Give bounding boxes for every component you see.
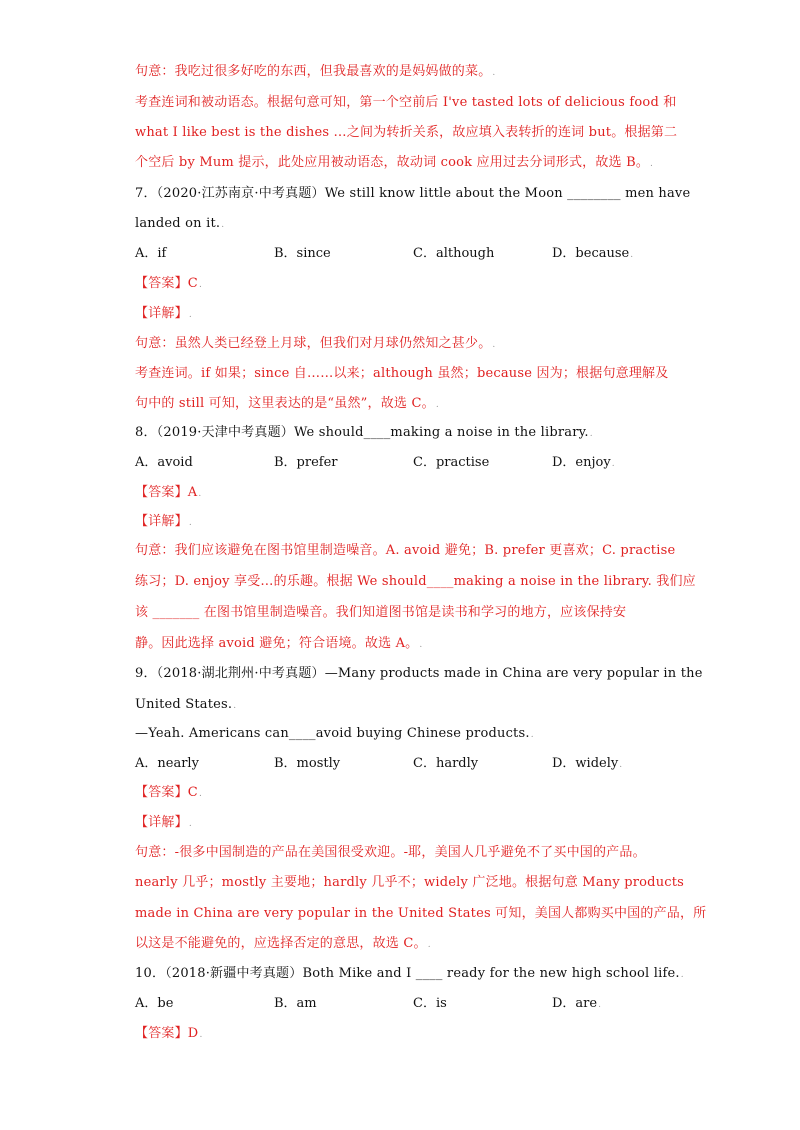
q8-answer: 【答案】A. <box>135 485 202 500</box>
q9-stem-line-3: —Yeah. Americans can____avoid buying Chinese products.. <box>135 726 534 741</box>
q7-stem-line-2: landed on it.. <box>135 216 225 231</box>
q7-explanation-line-2: 句中的 still 可知，这里表达的是“虽然”，故选 C。. <box>135 396 439 411</box>
q7-meaning: 句意：虽然人类已经登上月球，但我们对月球仍然知之甚少。. <box>135 336 496 351</box>
q7-stem-line-1: 7．（2020·江苏南京·中考真题）We still know little about the Moon ________ men have <box>135 186 691 201</box>
q9-detail-heading: 【详解】. <box>135 815 192 830</box>
q10-option-c: C．is <box>413 996 447 1011</box>
q7-option-d: D．because. <box>552 246 634 261</box>
q8-stem: 8．（2019·天津中考真题）We should____making a noise in the library.. <box>135 425 593 440</box>
q7-option-a: A．if <box>135 246 167 261</box>
top-meaning: 句意：我吃过很多好吃的东西，但我最喜欢的是妈妈做的菜。. <box>135 64 496 79</box>
q7-detail-heading: 【详解】. <box>135 306 192 321</box>
top-explanation-line-3: 个空后 by Mum 提示，此处应用被动语态，故动词 cook 应用过去分词形式，故选 B。. <box>135 155 654 170</box>
q9-stem-line-1: 9．（2018·湖北荆州·中考真题）—Many products made in China are very popular in the <box>135 666 703 681</box>
q9-explanation-line-1: nearly 几乎；mostly 主要地；hardly 几乎不；widely 广泛地。根据句意 Many products <box>135 875 685 890</box>
q8-detail-heading: 【详解】. <box>135 514 192 529</box>
top-explanation-line-1: 考查连词和被动语态。根据句意可知，第一个空前后 I've tasted lots of delicious food 和 <box>135 95 677 110</box>
q9-option-a: A．nearly <box>135 756 199 771</box>
q9-answer: 【答案】C. <box>135 785 203 800</box>
q8-option-c: C．practise <box>413 455 490 470</box>
q8-explanation-line-4: 静。因此选择 avoid 避免；符合语境。故选 A。. <box>135 636 423 651</box>
q9-stem-line-2: United States.. <box>135 697 237 712</box>
q10-option-b: B．am <box>274 996 317 1011</box>
q8-option-d: D．enjoy. <box>552 455 615 470</box>
q9-option-d: D．widely. <box>552 756 623 771</box>
q7-option-c: C．although <box>413 246 495 261</box>
q8-explanation-line-1: 句意：我们应该避免在图书馆里制造噪音。A. avoid 避免；B. prefer 更喜欢；C. practise <box>135 543 676 558</box>
q9-explanation-line-3: 以这是不能避免的，应选择否定的意思，故选 C。. <box>135 936 431 951</box>
q10-option-d: D．are. <box>552 996 601 1011</box>
q9-option-c: C．hardly <box>413 756 479 771</box>
q7-explanation-line-1: 考查连词。if 如果；since 自……以来；although 虽然；because 因为；根据句意理解及 <box>135 366 669 381</box>
q8-explanation-line-2: 练习；D. enjoy 享受…的乐趣。根据 We should____making a noise in the library. 我们应 <box>135 574 696 589</box>
q8-option-b: B．prefer <box>274 455 338 470</box>
q7-answer: 【答案】C. <box>135 276 203 291</box>
q9-meaning: 句意：-很多中国制造的产品在美国很受欢迎。-耶，美国人几乎避免不了买中国的产品。 <box>135 845 646 860</box>
top-explanation-line-2: what I like best is the dishes …之间为转折关系，故应填入表转折的连词 but。根据第二 <box>135 125 678 140</box>
q10-answer: 【答案】D. <box>135 1026 203 1041</box>
q8-option-a: A．avoid <box>135 455 193 470</box>
q9-explanation-line-2: made in China are very popular in the United States 可知，美国人都购买中国的产品，所 <box>135 906 707 921</box>
q10-stem: 10．（2018·新疆中考真题）Both Mike and I ____ ready for the new high school life.. <box>135 966 684 981</box>
q9-option-b: B．mostly <box>274 756 341 771</box>
q8-explanation-line-3: 该 _______ 在图书馆里制造噪音。我们知道图书馆是读书和学习的地方，应该保持安 <box>135 605 627 620</box>
q7-option-b: B．since <box>274 246 331 261</box>
q10-option-a: A．be <box>135 996 174 1011</box>
